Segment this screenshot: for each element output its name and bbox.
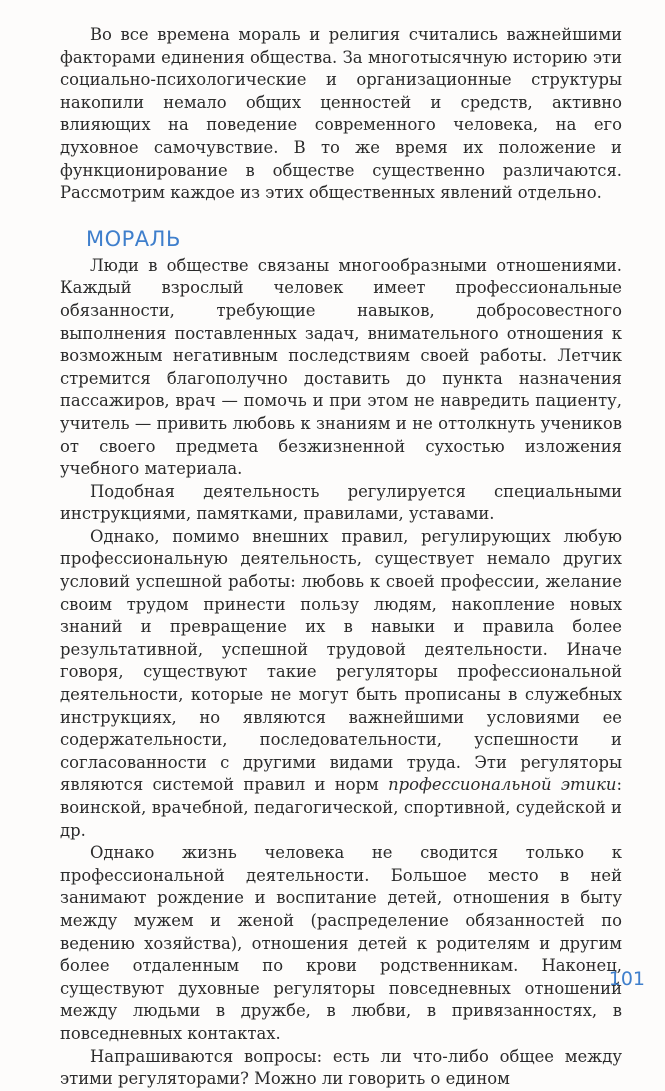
paragraph-2: Подобная деятельность регулируется специальными инструкциями, памятками, правилами, уставами. [60, 481, 622, 524]
intro-paragraph: Во все времена мораль и религия считались важнейшими факторами единения общества. За многотысячную историю эти социально-психологические и организационные структуры накопили немало общих ценностей и средств, активно влияющих на поведение современного человека, на его духовное самочувствие. В то же время их положение и функционирование в обществе существенно различаются. Рассмотрим каждое из этих общественных явлений отдельно. [60, 25, 622, 203]
paragraph-1: Люди в обществе связаны многообразными отношениями. Каждый взрослый человек имеет профессиональные обязанности, требующие навыков, добросовестного выполнения поставленных задач, внимательного отношения к возможным негативным последствиям своей работы. Летчик стремится благополучно доставить до пункта назначения пассажиров, врач — помочь и при этом не навредить пациенту, учитель — привить любовь к знаниям и не оттолкнуть учеников от своего предмета безжизненной сухостью изложения учебного материала. [60, 255, 622, 479]
paragraph-3-end: : воинской, врачебной, педагогической, спортивной, судейской и др. [60, 775, 622, 840]
professional-ethics-term: профессиональной этики [388, 775, 617, 795]
page-number: 101 [608, 968, 645, 990]
paragraph-3-start: Однако, помимо внешних правил, регулирующих любую профессиональную деятельность, существует немало других условий успешной работы: любовь к своей профессии, желание своим трудом принести пользу людям, накопление новых знаний и превращение их в навыки и правила более результативной, успешной трудовой деятельности. Иначе говоря, существуют такие регуляторы профессиональной деятельности, которые не могут быть прописаны в служебных инструкциях, но являются важнейшими условиями ее содержательности, последовательности, успешности и согласованности с другими видами труда. Эти регуляторы являются системой правил и норм [60, 526, 622, 795]
paragraph-4: Однако жизнь человека не сводится только к профессиональной деятельности. Большое место в ней занимают рождение и воспитание детей, отношения в быту между мужем и женой (распределение обязанностей по ведению хозяйства), отношения детей к родителям и другим более отдаленным по крови родственникам. Наконец, существуют духовные регуляторы повседневных отношений между людьми в дружбе, в любви, в привязанностях, в повседневных контактах. [60, 843, 622, 1043]
paragraph-5: Напрашиваются вопросы: есть ли что-либо общее между этими регуляторами? Можно ли говорить о едином [60, 1046, 622, 1089]
page-content [60, 24, 622, 1091]
paragraph-3 [60, 526, 622, 842]
section-title: МОРАЛЬ [86, 226, 181, 251]
